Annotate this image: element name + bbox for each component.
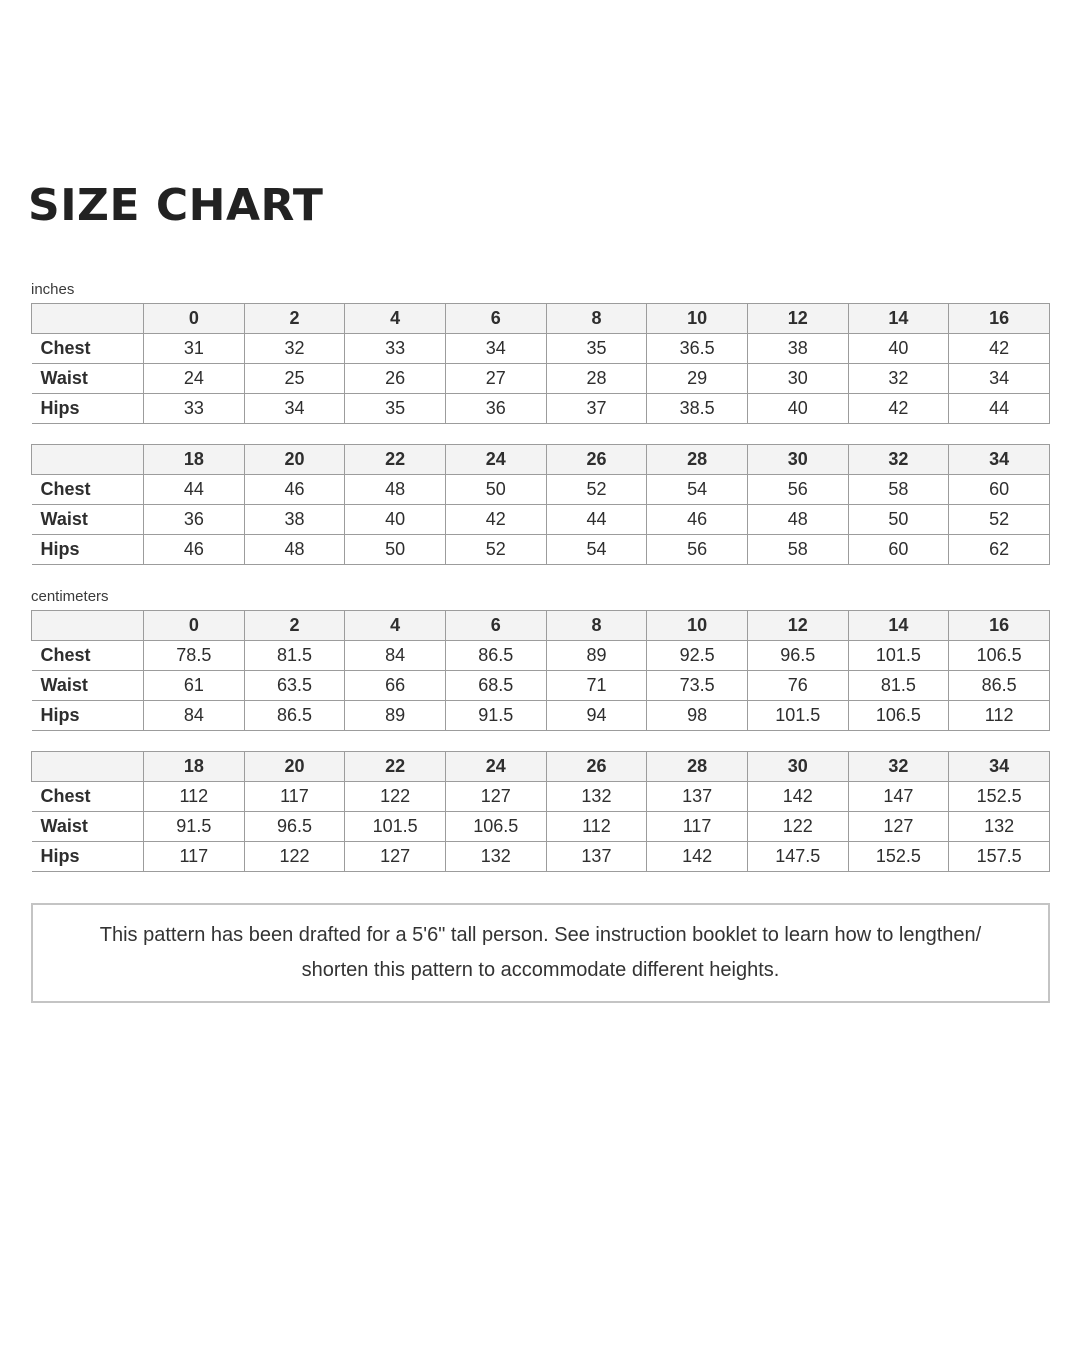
- measurement-row-hips: [32, 535, 1050, 565]
- measurement-value-cell: 94: [546, 701, 647, 731]
- measurement-value-cell: 33: [144, 394, 245, 424]
- size-header-row: [32, 445, 1050, 475]
- measurement-label: Hips: [32, 701, 144, 731]
- measurement-value-cell: 89: [546, 641, 647, 671]
- size-header-cell: 4: [345, 304, 446, 334]
- measurement-value-cell: 46: [244, 475, 345, 505]
- measurement-label: Chest: [32, 475, 144, 505]
- size-header-cell: 28: [647, 752, 748, 782]
- measurement-value-cell: 28: [546, 364, 647, 394]
- measurement-row-waist: [32, 505, 1050, 535]
- measurement-value-cell: 32: [848, 364, 949, 394]
- measurement-value-cell: 127: [445, 782, 546, 812]
- size-header-cell: 2: [244, 611, 345, 641]
- measurement-row-hips: [32, 394, 1050, 424]
- measurement-value-cell: 91.5: [144, 812, 245, 842]
- size-header-cell: 32: [848, 445, 949, 475]
- measurement-value-cell: 84: [345, 641, 446, 671]
- size-header-cell: 32: [848, 752, 949, 782]
- measurement-value-cell: 91.5: [445, 701, 546, 731]
- size-header-cell: 34: [949, 445, 1050, 475]
- size-header-cell: 6: [445, 304, 546, 334]
- header-corner-cell: [32, 611, 144, 641]
- measurement-value-cell: 35: [546, 334, 647, 364]
- measurement-value-cell: 127: [345, 842, 446, 872]
- measurement-value-cell: 147.5: [747, 842, 848, 872]
- measurement-value-cell: 106.5: [848, 701, 949, 731]
- measurement-row-hips: [32, 701, 1050, 731]
- measurement-label: Hips: [32, 535, 144, 565]
- measurement-value-cell: 76: [747, 671, 848, 701]
- measurement-value-cell: 117: [144, 842, 245, 872]
- measurement-value-cell: 73.5: [647, 671, 748, 701]
- measurement-label: Chest: [32, 641, 144, 671]
- measurement-row-chest: [32, 782, 1050, 812]
- measurement-value-cell: 60: [949, 475, 1050, 505]
- size-header-cell: 12: [747, 611, 848, 641]
- measurement-value-cell: 54: [647, 475, 748, 505]
- measurement-label: Waist: [32, 812, 144, 842]
- measurement-value-cell: 117: [244, 782, 345, 812]
- measurement-label: Waist: [32, 364, 144, 394]
- measurement-value-cell: 48: [244, 535, 345, 565]
- measurement-value-cell: 32: [244, 334, 345, 364]
- measurement-value-cell: 112: [144, 782, 245, 812]
- measurement-value-cell: 92.5: [647, 641, 748, 671]
- size-header-cell: 30: [747, 752, 848, 782]
- measurement-value-cell: 62: [949, 535, 1050, 565]
- size-header-cell: 22: [345, 445, 446, 475]
- measurement-value-cell: 132: [949, 812, 1050, 842]
- measurement-value-cell: 81.5: [848, 671, 949, 701]
- size-header-cell: 20: [244, 752, 345, 782]
- measurement-value-cell: 86.5: [244, 701, 345, 731]
- measurement-value-cell: 48: [747, 505, 848, 535]
- size-header-row: [32, 611, 1050, 641]
- measurement-value-cell: 101.5: [848, 641, 949, 671]
- measurement-value-cell: 122: [345, 782, 446, 812]
- measurement-value-cell: 137: [546, 842, 647, 872]
- measurement-label: Waist: [32, 505, 144, 535]
- measurement-value-cell: 52: [445, 535, 546, 565]
- measurement-value-cell: 34: [445, 334, 546, 364]
- measurement-value-cell: 29: [647, 364, 748, 394]
- measurement-value-cell: 56: [747, 475, 848, 505]
- size-header-cell: 18: [144, 445, 245, 475]
- measurement-value-cell: 27: [445, 364, 546, 394]
- measurement-value-cell: 44: [546, 505, 647, 535]
- header-corner-cell: [32, 304, 144, 334]
- measurement-value-cell: 147: [848, 782, 949, 812]
- page-title: SIZE CHART: [28, 180, 324, 231]
- measurement-value-cell: 127: [848, 812, 949, 842]
- measurement-value-cell: 40: [345, 505, 446, 535]
- size-header-cell: 0: [144, 611, 245, 641]
- measurement-label: Chest: [32, 334, 144, 364]
- measurement-value-cell: 132: [546, 782, 647, 812]
- measurement-value-cell: 106.5: [445, 812, 546, 842]
- measurement-label: Waist: [32, 671, 144, 701]
- height-note-text: This pattern has been drafted for a 5'6" tall person. See instruction booklet to learn how to lengthen/ shorten this pattern to accommodate different heights.: [99, 924, 982, 981]
- measurement-value-cell: 37: [546, 394, 647, 424]
- header-corner-cell: [32, 445, 144, 475]
- measurement-row-chest: [32, 641, 1050, 671]
- measurement-value-cell: 61: [144, 671, 245, 701]
- measurement-label: Hips: [32, 842, 144, 872]
- measurement-value-cell: 50: [345, 535, 446, 565]
- measurement-value-cell: 58: [747, 535, 848, 565]
- size-header-cell: 28: [647, 445, 748, 475]
- size-header-cell: 14: [848, 611, 949, 641]
- measurement-value-cell: 152.5: [848, 842, 949, 872]
- measurement-value-cell: 40: [848, 334, 949, 364]
- unit-label-centimeters: centimeters: [31, 588, 109, 605]
- measurement-value-cell: 106.5: [949, 641, 1050, 671]
- measurement-value-cell: 26: [345, 364, 446, 394]
- measurement-value-cell: 122: [747, 812, 848, 842]
- measurement-value-cell: 96.5: [747, 641, 848, 671]
- measurement-value-cell: 33: [345, 334, 446, 364]
- measurement-value-cell: 58: [848, 475, 949, 505]
- size-header-cell: 16: [949, 611, 1050, 641]
- measurement-label: Chest: [32, 782, 144, 812]
- measurement-value-cell: 42: [848, 394, 949, 424]
- measurement-value-cell: 89: [345, 701, 446, 731]
- size-header-cell: 10: [647, 304, 748, 334]
- measurement-value-cell: 38.5: [647, 394, 748, 424]
- size-header-cell: 18: [144, 752, 245, 782]
- measurement-value-cell: 98: [647, 701, 748, 731]
- measurement-row-chest: [32, 334, 1050, 364]
- size-header-cell: 8: [546, 611, 647, 641]
- measurement-value-cell: 50: [445, 475, 546, 505]
- measurement-value-cell: 63.5: [244, 671, 345, 701]
- measurement-value-cell: 40: [747, 394, 848, 424]
- measurement-row-waist: [32, 364, 1050, 394]
- measurement-value-cell: 44: [949, 394, 1050, 424]
- measurement-value-cell: 35: [345, 394, 446, 424]
- measurement-value-cell: 137: [647, 782, 748, 812]
- size-header-cell: 12: [747, 304, 848, 334]
- measurement-value-cell: 36: [445, 394, 546, 424]
- size-header-cell: 6: [445, 611, 546, 641]
- measurement-value-cell: 112: [949, 701, 1050, 731]
- size-header-cell: 16: [949, 304, 1050, 334]
- measurement-value-cell: 52: [949, 505, 1050, 535]
- measurement-value-cell: 48: [345, 475, 446, 505]
- measurement-value-cell: 117: [647, 812, 748, 842]
- size-header-cell: 8: [546, 304, 647, 334]
- measurement-row-chest: [32, 475, 1050, 505]
- measurement-value-cell: 36: [144, 505, 245, 535]
- size-header-cell: 34: [949, 752, 1050, 782]
- measurement-value-cell: 34: [244, 394, 345, 424]
- measurement-value-cell: 86.5: [445, 641, 546, 671]
- measurement-value-cell: 142: [647, 842, 748, 872]
- measurement-value-cell: 101.5: [747, 701, 848, 731]
- size-table-centimeters-1: [31, 610, 1050, 731]
- measurement-value-cell: 96.5: [244, 812, 345, 842]
- size-header-cell: 10: [647, 611, 748, 641]
- size-header-cell: 24: [445, 752, 546, 782]
- measurement-value-cell: 66: [345, 671, 446, 701]
- unit-label-inches: inches: [31, 281, 75, 298]
- measurement-value-cell: 71: [546, 671, 647, 701]
- measurement-value-cell: 54: [546, 535, 647, 565]
- size-header-cell: 14: [848, 304, 949, 334]
- measurement-value-cell: 142: [747, 782, 848, 812]
- measurement-value-cell: 36.5: [647, 334, 748, 364]
- measurement-value-cell: 30: [747, 364, 848, 394]
- measurement-value-cell: 38: [244, 505, 345, 535]
- measurement-value-cell: 42: [949, 334, 1050, 364]
- measurement-value-cell: 56: [647, 535, 748, 565]
- measurement-label: Hips: [32, 394, 144, 424]
- measurement-value-cell: 46: [144, 535, 245, 565]
- measurement-value-cell: 122: [244, 842, 345, 872]
- measurement-value-cell: 24: [144, 364, 245, 394]
- measurement-value-cell: 46: [647, 505, 748, 535]
- measurement-value-cell: 112: [546, 812, 647, 842]
- measurement-value-cell: 81.5: [244, 641, 345, 671]
- size-header-cell: 2: [244, 304, 345, 334]
- measurement-value-cell: 42: [445, 505, 546, 535]
- measurement-value-cell: 78.5: [144, 641, 245, 671]
- measurement-value-cell: 84: [144, 701, 245, 731]
- measurement-value-cell: 86.5: [949, 671, 1050, 701]
- measurement-value-cell: 31: [144, 334, 245, 364]
- measurement-value-cell: 60: [848, 535, 949, 565]
- size-header-cell: 30: [747, 445, 848, 475]
- size-header-cell: 22: [345, 752, 446, 782]
- measurement-value-cell: 101.5: [345, 812, 446, 842]
- header-corner-cell: [32, 752, 144, 782]
- size-header-cell: 26: [546, 445, 647, 475]
- measurement-value-cell: 38: [747, 334, 848, 364]
- measurement-value-cell: 132: [445, 842, 546, 872]
- measurement-value-cell: 157.5: [949, 842, 1050, 872]
- measurement-row-hips: [32, 842, 1050, 872]
- measurement-value-cell: 68.5: [445, 671, 546, 701]
- measurement-value-cell: 44: [144, 475, 245, 505]
- measurement-value-cell: 34: [949, 364, 1050, 394]
- size-header-row: [32, 752, 1050, 782]
- size-table-inches-1: [31, 303, 1050, 424]
- size-table-centimeters-2: [31, 751, 1050, 872]
- size-header-cell: 4: [345, 611, 446, 641]
- measurement-value-cell: 50: [848, 505, 949, 535]
- measurement-value-cell: 152.5: [949, 782, 1050, 812]
- height-note-box: [31, 903, 1050, 1003]
- size-header-cell: 26: [546, 752, 647, 782]
- size-header-cell: 20: [244, 445, 345, 475]
- size-table-inches-2: [31, 444, 1050, 565]
- measurement-row-waist: [32, 812, 1050, 842]
- measurement-row-waist: [32, 671, 1050, 701]
- measurement-value-cell: 52: [546, 475, 647, 505]
- size-header-cell: 24: [445, 445, 546, 475]
- measurement-value-cell: 25: [244, 364, 345, 394]
- size-header-cell: 0: [144, 304, 245, 334]
- size-header-row: [32, 304, 1050, 334]
